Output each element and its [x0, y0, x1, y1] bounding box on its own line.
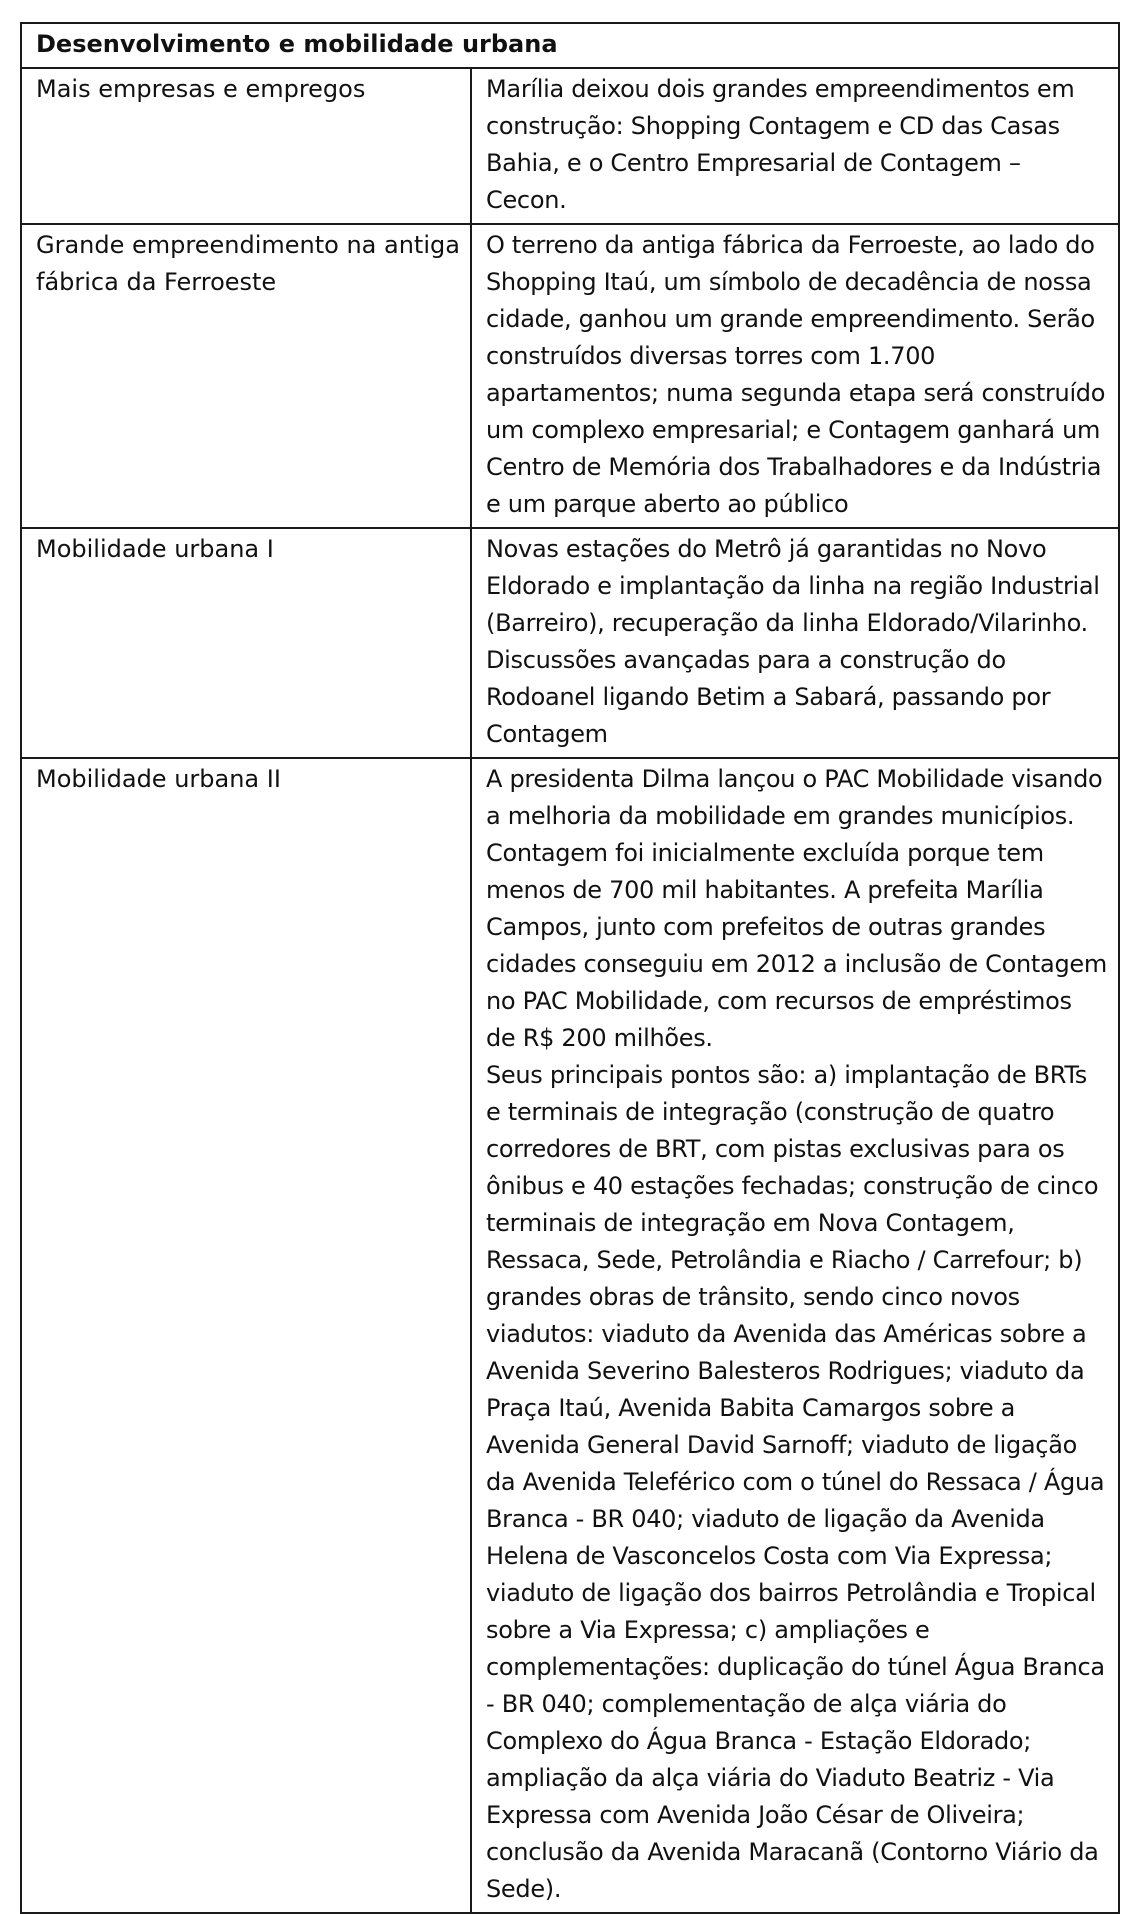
row-description: O terreno da antiga fábrica da Ferroeste, ao lado do Shopping Itaú, um símbolo de decadência de nossa cidade, ganhou um grande empreendimento. Serão construídos diversas torres com 1.700 apartamentos; numa segunda etapa será construído um complexo empresarial; e Contagem ganhará um Centro de Memória dos Trabalhadores e da Indústria e um parque aberto ao público [471, 224, 1119, 528]
row-topic: Mobilidade urbana II [21, 758, 471, 1913]
row-topic: Mobilidade urbana I [21, 528, 471, 758]
development-mobility-table [20, 22, 1120, 1914]
table-header-row [21, 23, 1119, 68]
table-row [21, 224, 1119, 528]
table-header: Desenvolvimento e mobilidade urbana [21, 23, 1119, 68]
table-row [21, 528, 1119, 758]
row-topic: Mais empresas e empregos [21, 68, 471, 224]
row-description: Novas estações do Metrô já garantidas no Novo Eldorado e implantação da linha na região Industrial (Barreiro), recuperação da linha Eldorado/Vilarinho. Discussões avançadas para a construção do Rodoanel ligando Betim a Sabará, passando por Contagem [471, 528, 1119, 758]
row-description-paragraph: A presidenta Dilma lançou o PAC Mobilidade visando a melhoria da mobilidade em grandes municípios. Contagem foi inicialmente excluída porque tem menos de 700 mil habitantes. A prefeita Marília Campos, junto com prefeitos de outras grandes cidades conseguiu em 2012 a inclusão de Contagem no PAC Mobilidade, com recursos de empréstimos de R$ 200 milhões. [486, 765, 1107, 1052]
row-description-cell [471, 758, 1119, 1913]
table-row [21, 758, 1119, 1913]
row-description-paragraph: Seus principais pontos são: a) implantação de BRTs e terminais de integração (construção de quatro corredores de BRT, com pistas exclusivas para os ônibus e 40 estações fechadas; construção de cinco terminais de integração em Nova Contagem, Ressaca, Sede, Petrolândia e Riacho / Carrefour; b) grandes obras de trânsito, sendo cinco novos viadutos: viaduto da Avenida das Américas sobre a Avenida Severino Balesteros Rodrigues; viaduto da Praça Itaú, Avenida Babita Camargos sobre a Avenida General David Sarnoff; viaduto de ligação da Avenida Teleférico com o túnel do Ressaca / Água Branca - BR 040; viaduto de ligação da Avenida Helena de Vasconcelos Costa com Via Expressa; viaduto de ligação dos bairros Petrolândia e Tropical sobre a Via Expressa; c) ampliações e complementações: duplicação do túnel Água Branca - BR 040; complementação de alça viária do Complexo do Água Branca - Estação Eldorado; ampliação da alça viária do Viaduto Beatriz - Via Expressa com Avenida João César de Oliveira; conclusão da Avenida Maracanã (Contorno Viário da Sede). [486, 1061, 1105, 1903]
row-topic: Grande empreendimento na antiga fábrica da Ferroeste [21, 224, 471, 528]
table-row [21, 68, 1119, 224]
row-description: Marília deixou dois grandes empreendimentos em construção: Shopping Contagem e CD das Casas Bahia, e o Centro Empresarial de Contagem – Cecon. [471, 68, 1119, 224]
